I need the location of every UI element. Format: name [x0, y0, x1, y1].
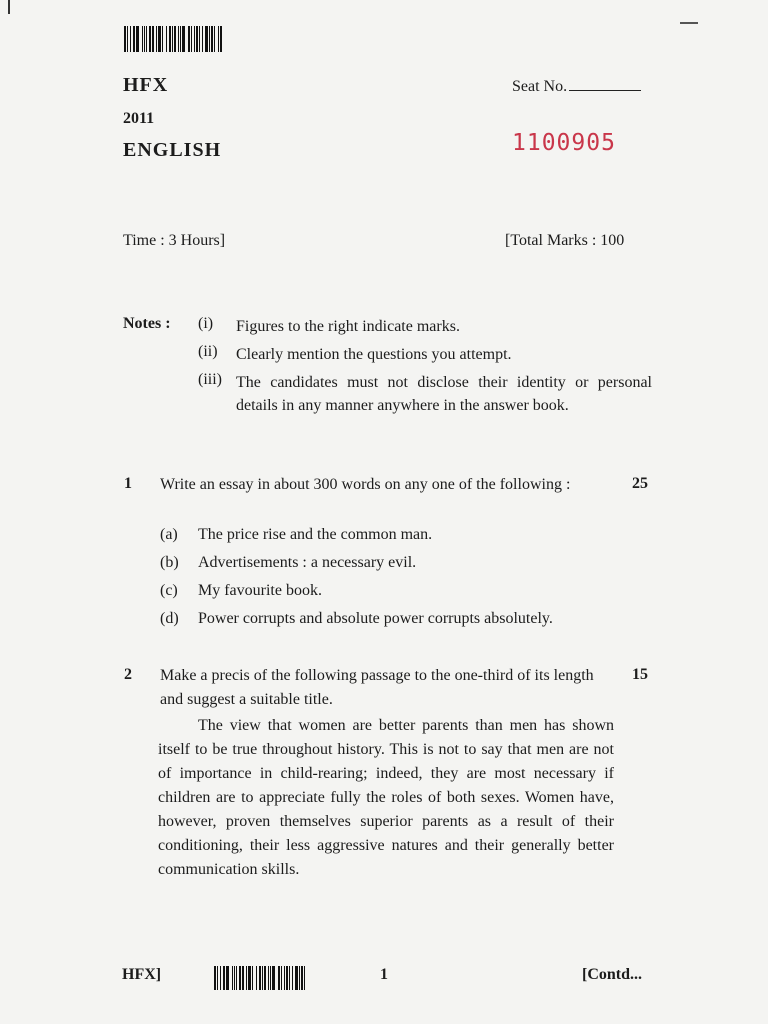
- barcode-top: [124, 26, 224, 52]
- barcode-bar: [295, 966, 298, 990]
- barcode-bar: [226, 966, 229, 990]
- note-number: (iii): [198, 371, 222, 388]
- barcode-bar: [124, 26, 126, 52]
- barcode-bar: [232, 966, 233, 990]
- option-text: Advertisements : a necessary evil.: [198, 554, 417, 571]
- option-text: My favourite book.: [198, 582, 322, 599]
- continued-marker: [Contd...: [582, 966, 643, 983]
- barcode-bar: [158, 26, 161, 52]
- margin-mark: [680, 22, 698, 24]
- question-number: 2: [124, 666, 132, 683]
- barcode-bar: [264, 966, 266, 990]
- barcode-bar: [242, 966, 244, 990]
- barcode-bar: [256, 966, 257, 990]
- barcode-bar: [196, 26, 198, 52]
- barcode-bar: [299, 966, 300, 990]
- question-text: Write an essay in about 300 words on any one of the following :: [160, 476, 571, 493]
- note-number: (ii): [198, 343, 218, 360]
- barcode-bar: [149, 26, 151, 52]
- footer-paper-code: HFX]: [122, 966, 162, 983]
- note-text: The candidates must not disclose their identity or personal details in any manner anywhere in the answer book.: [236, 374, 652, 414]
- barcode-bar: [142, 26, 143, 52]
- barcode-bar: [292, 966, 293, 990]
- question-marks: 25: [632, 475, 648, 492]
- time-allowed: Time : 3 Hours]: [123, 232, 226, 249]
- barcode-bar: [246, 966, 247, 990]
- note-text: Clearly mention the questions you attempt.: [236, 346, 512, 363]
- barcode-bar: [286, 966, 288, 990]
- barcode-bar: [272, 966, 275, 990]
- barcode-bar: [191, 26, 192, 52]
- barcode-bar: [220, 26, 222, 52]
- barcode-bar: [281, 966, 282, 990]
- option-text: The price rise and the common man.: [198, 526, 433, 543]
- exam-year: 2011: [123, 110, 155, 127]
- subject-title: ENGLISH: [123, 139, 222, 161]
- total-marks: [Total Marks : 100: [505, 232, 625, 249]
- question-marks: 15: [632, 666, 648, 683]
- barcode-bar: [199, 26, 200, 52]
- barcode-bar: [259, 966, 261, 990]
- barcode-bar: [182, 26, 185, 52]
- barcode-bar: [234, 966, 235, 990]
- barcode-bar: [262, 966, 263, 990]
- paper-code: HFX: [123, 74, 169, 96]
- precis-passage: The view that women are better parents than men has shown itself to be true throughout history. This is not to say that men are not of importance in child-rearing; indeed, they are most necessary if children are to appreciate fully the roles of both sexes. Women have, however, proven themselves superior parents as a result of their conditioning, their less aggressive natures and their generally better communication skills.: [158, 717, 614, 878]
- barcode-bar: [166, 26, 167, 52]
- barcode-bar: [144, 26, 145, 52]
- barcode-bar: [218, 26, 219, 52]
- barcode-bar: [146, 26, 147, 52]
- barcode-bar: [136, 26, 139, 52]
- question-code-stamp: 1100905: [512, 130, 616, 156]
- barcode-bar: [162, 26, 163, 52]
- barcode-bar: [156, 26, 157, 52]
- barcode-bar: [301, 966, 303, 990]
- barcode-bar: [248, 966, 251, 990]
- barcode-bar: [130, 26, 131, 52]
- barcode-bar: [220, 966, 221, 990]
- seat-number-field: [512, 76, 641, 96]
- barcode-bar: [304, 966, 305, 990]
- option-label: (a): [160, 526, 178, 543]
- seat-label: Seat No.: [512, 78, 568, 95]
- question-number: 1: [124, 475, 132, 492]
- barcode-bar: [268, 966, 269, 990]
- notes-label: Notes :: [123, 315, 171, 332]
- barcode-bar: [180, 26, 181, 52]
- barcode-bar: [252, 966, 253, 990]
- barcode-bar: [127, 26, 128, 52]
- barcode-bar: [214, 26, 215, 52]
- page-number: 1: [380, 966, 388, 983]
- barcode-bar: [284, 966, 285, 990]
- barcode-bar: [209, 26, 210, 52]
- barcode-bar: [236, 966, 237, 990]
- barcode-bar: [211, 26, 213, 52]
- option-label: (b): [160, 554, 179, 571]
- barcode-bar: [278, 966, 280, 990]
- barcode-bar: [239, 966, 241, 990]
- barcode-bar: [270, 966, 271, 990]
- option-text: Power corrupts and absolute power corrupts absolutely.: [198, 610, 553, 627]
- barcode-bar: [202, 26, 203, 52]
- barcode-bar: [194, 26, 195, 52]
- barcode-bar: [217, 966, 218, 990]
- barcode-bar: [205, 26, 208, 52]
- barcode-bar: [223, 966, 225, 990]
- question-text: Make a precis of the following passage to the one-third of its length and suggest a suitable title.: [160, 667, 594, 708]
- barcode-bar: [169, 26, 171, 52]
- barcode-bar: [152, 26, 154, 52]
- barcode-bar: [188, 26, 190, 52]
- option-label: (d): [160, 610, 179, 627]
- note-text: Figures to the right indicate marks.: [236, 318, 460, 335]
- barcode-bar: [289, 966, 290, 990]
- note-number: (i): [198, 315, 214, 332]
- barcode-bar: [174, 26, 176, 52]
- barcode-bar: [172, 26, 173, 52]
- seat-blank-line: [569, 76, 641, 91]
- barcode-bar: [178, 26, 179, 52]
- option-label: (c): [160, 582, 178, 599]
- barcode-bottom: [214, 966, 308, 990]
- punch-mark: [8, 0, 10, 14]
- barcode-bar: [214, 966, 216, 990]
- barcode-bar: [133, 26, 135, 52]
